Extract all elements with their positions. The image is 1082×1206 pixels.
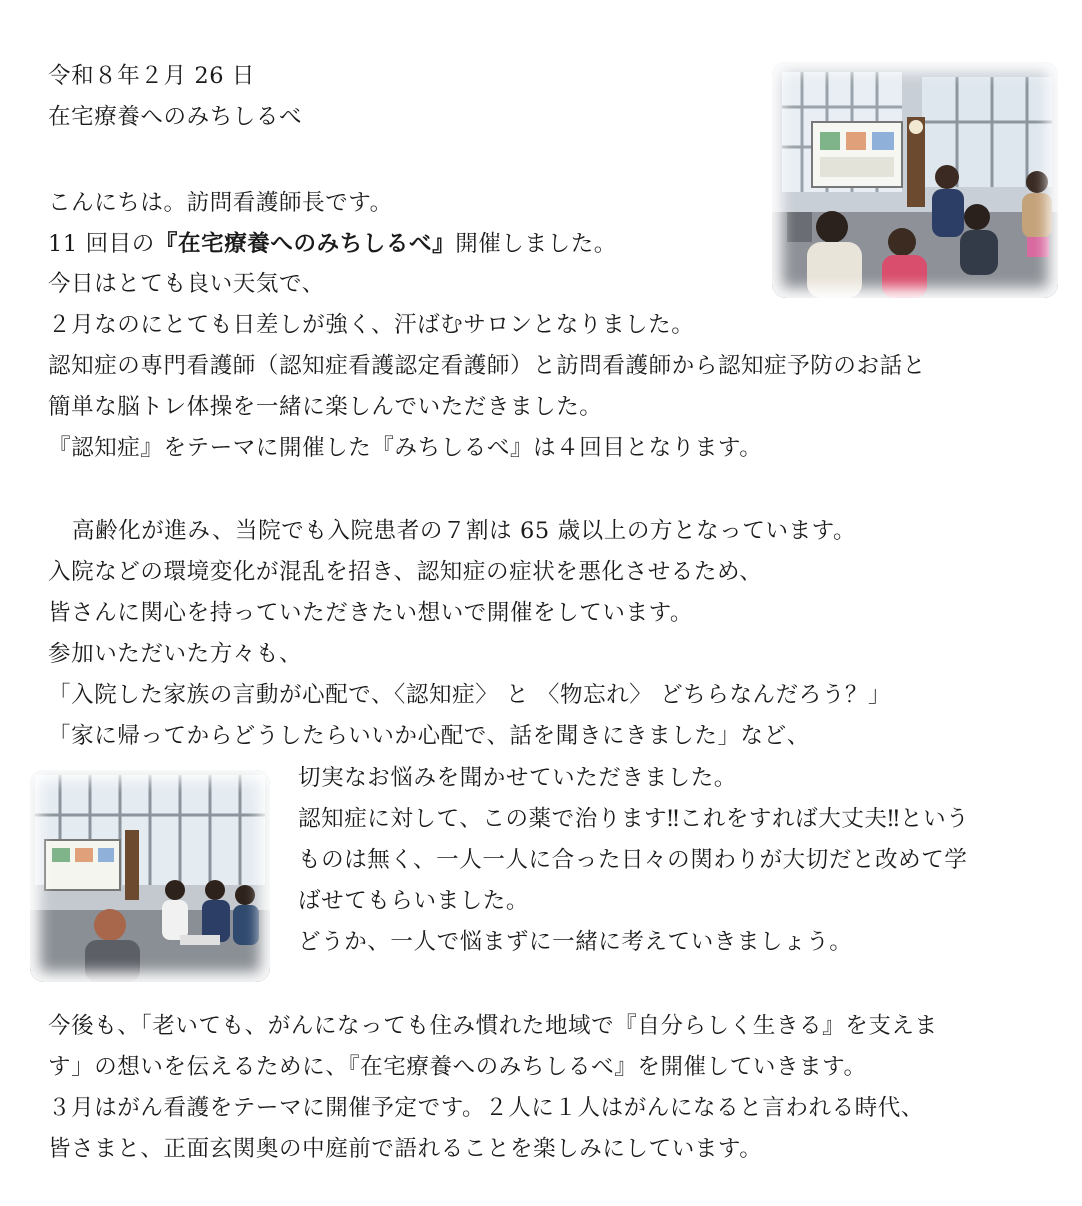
paragraph-line: 切実なお悩みを聞かせていただきました。 [298,765,737,791]
paragraph-line: 今日はとても良い天気で、 [48,271,325,297]
paragraph-line: ３月はがん看護をテーマに開催予定です。２人に１人はがんになると言われる時代、 [48,1095,925,1121]
paragraph-line: ばせてもらいました。 [298,888,530,914]
paragraph-line: 「入院した家族の言動が心配で、〈認知症〉 と 〈物忘れ〉 どちらなんだろう？」 [48,682,892,708]
paragraph-line: 認知症の専門看護師（認知症看護認定看護師）と訪問看護師から認知症予防のお話と [48,353,926,379]
paragraph-line: す」の想いを伝えるために、『在宅療養へのみちしるべ』を開催していきます。 [48,1054,867,1080]
paragraph-line: どうか、一人で悩まずに一緒に考えていきましょう。 [298,929,853,955]
paragraph-line: 認知症に対して、この薬で治ります‼これをすれば大丈夫‼という [298,806,970,832]
text-segment: 11 回目の [48,231,155,257]
paragraph-line: 参加いただいた方々も、 [48,641,303,667]
paragraph-line: 『認知症』をテーマに開催した『みちしるべ』は４回目となります。 [48,435,763,461]
paragraph-line: 「家に帰ってからどうしたらいいか心配で、話を聞きにきました」など、 [48,723,810,749]
salon-photo-top-image [772,62,1058,298]
paragraph-line [48,230,617,258]
event-name-bold: 『在宅療養へのみちしるべ』 [154,231,456,257]
paragraph-line: 皆さまと、正面玄関奥の中庭前で語れることを楽しみにしています。 [48,1136,763,1162]
salon-photo-top [772,62,1058,298]
paragraph-line: ものは無く、一人一人に合った日々の関わりが大切だと改めて学 [298,847,968,873]
paragraph-line: 今後も、「老いても、がんになっても住み慣れた地域で『自分らしく生きる』を支えま [48,1013,938,1039]
document-date: 令和８年２月 26 日 [48,63,256,89]
salon-photo-bottom-image [30,770,270,982]
text-segment: 開催しました。 [455,231,617,257]
paragraph-line: 皆さんに関心を持っていただきたい想いで開催をしています。 [48,600,694,626]
paragraph-line: 入院などの環境変化が混乱を招き、認知症の症状を悪化させるため、 [48,559,763,585]
salon-photo-bottom [30,770,270,982]
paragraph-line: 簡単な脳トレ体操を一緒に楽しんでいただきました。 [48,394,603,420]
paragraph-line: ２月なのにとても日差しが強く、汗ばむサロンとなりました。 [48,312,695,338]
paragraph-line: 高齢化が進み、当院でも入院患者の７割は 65 歳以上の方となっています。 [72,518,857,544]
document-title: 在宅療養へのみちしるべ [48,104,303,130]
paragraph-line: こんにちは。訪問看護師長です。 [48,190,393,216]
